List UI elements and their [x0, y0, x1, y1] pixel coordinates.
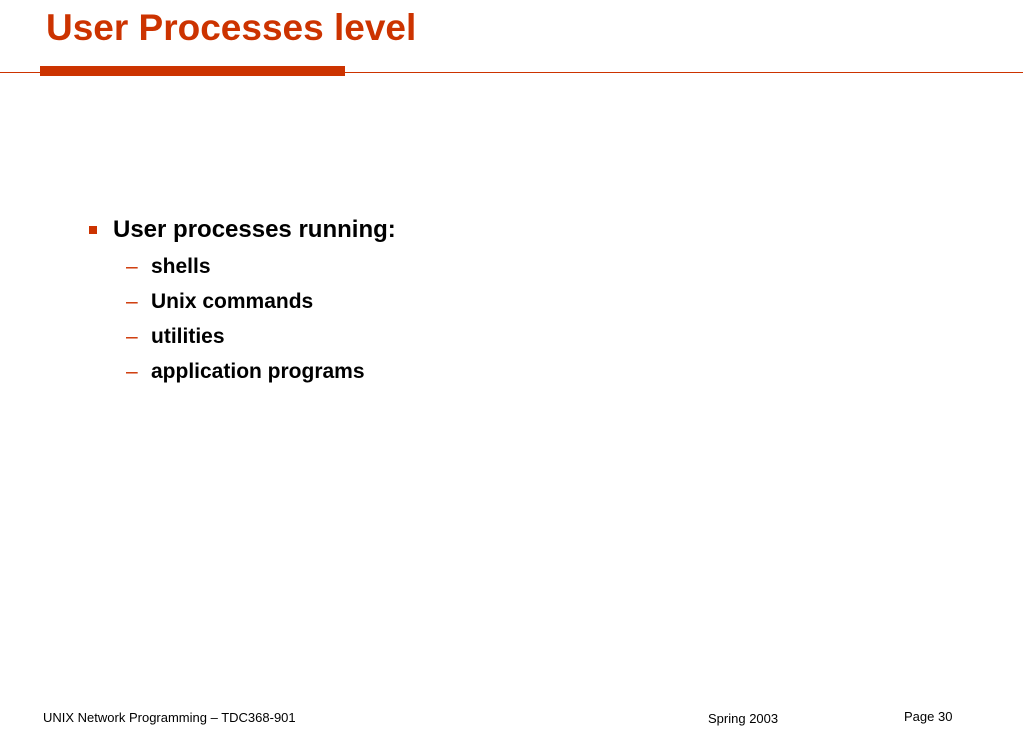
dash-bullet-icon: – — [126, 289, 138, 313]
sub-bullet-text: Unix commands — [151, 289, 314, 313]
bullet-item-main — [88, 215, 396, 245]
sub-bullet-item — [126, 249, 396, 284]
footer-page-number: Page 30 — [904, 709, 953, 724]
bullet-list — [88, 215, 396, 389]
sub-bullet-item — [126, 354, 396, 389]
sub-bullet-item — [126, 284, 396, 319]
sub-bullet-text: shells — [151, 254, 211, 278]
square-bullet-icon — [89, 226, 97, 234]
sub-bullet-item — [126, 319, 396, 354]
bullet-text-main: User processes running: — [113, 216, 396, 243]
dash-bullet-icon: – — [126, 324, 138, 348]
title-accent-bar — [40, 66, 345, 76]
sub-bullet-text: utilities — [151, 324, 225, 348]
dash-bullet-icon: – — [126, 254, 138, 278]
sub-bullet-text: application programs — [151, 359, 365, 383]
slide-title: User Processes level — [46, 7, 417, 48]
sub-bullet-list — [88, 249, 396, 389]
footer-course-title: UNIX Network Programming – TDC368-901 — [43, 710, 296, 725]
footer-term: Spring 2003 — [708, 711, 779, 726]
dash-bullet-icon: – — [126, 359, 138, 383]
